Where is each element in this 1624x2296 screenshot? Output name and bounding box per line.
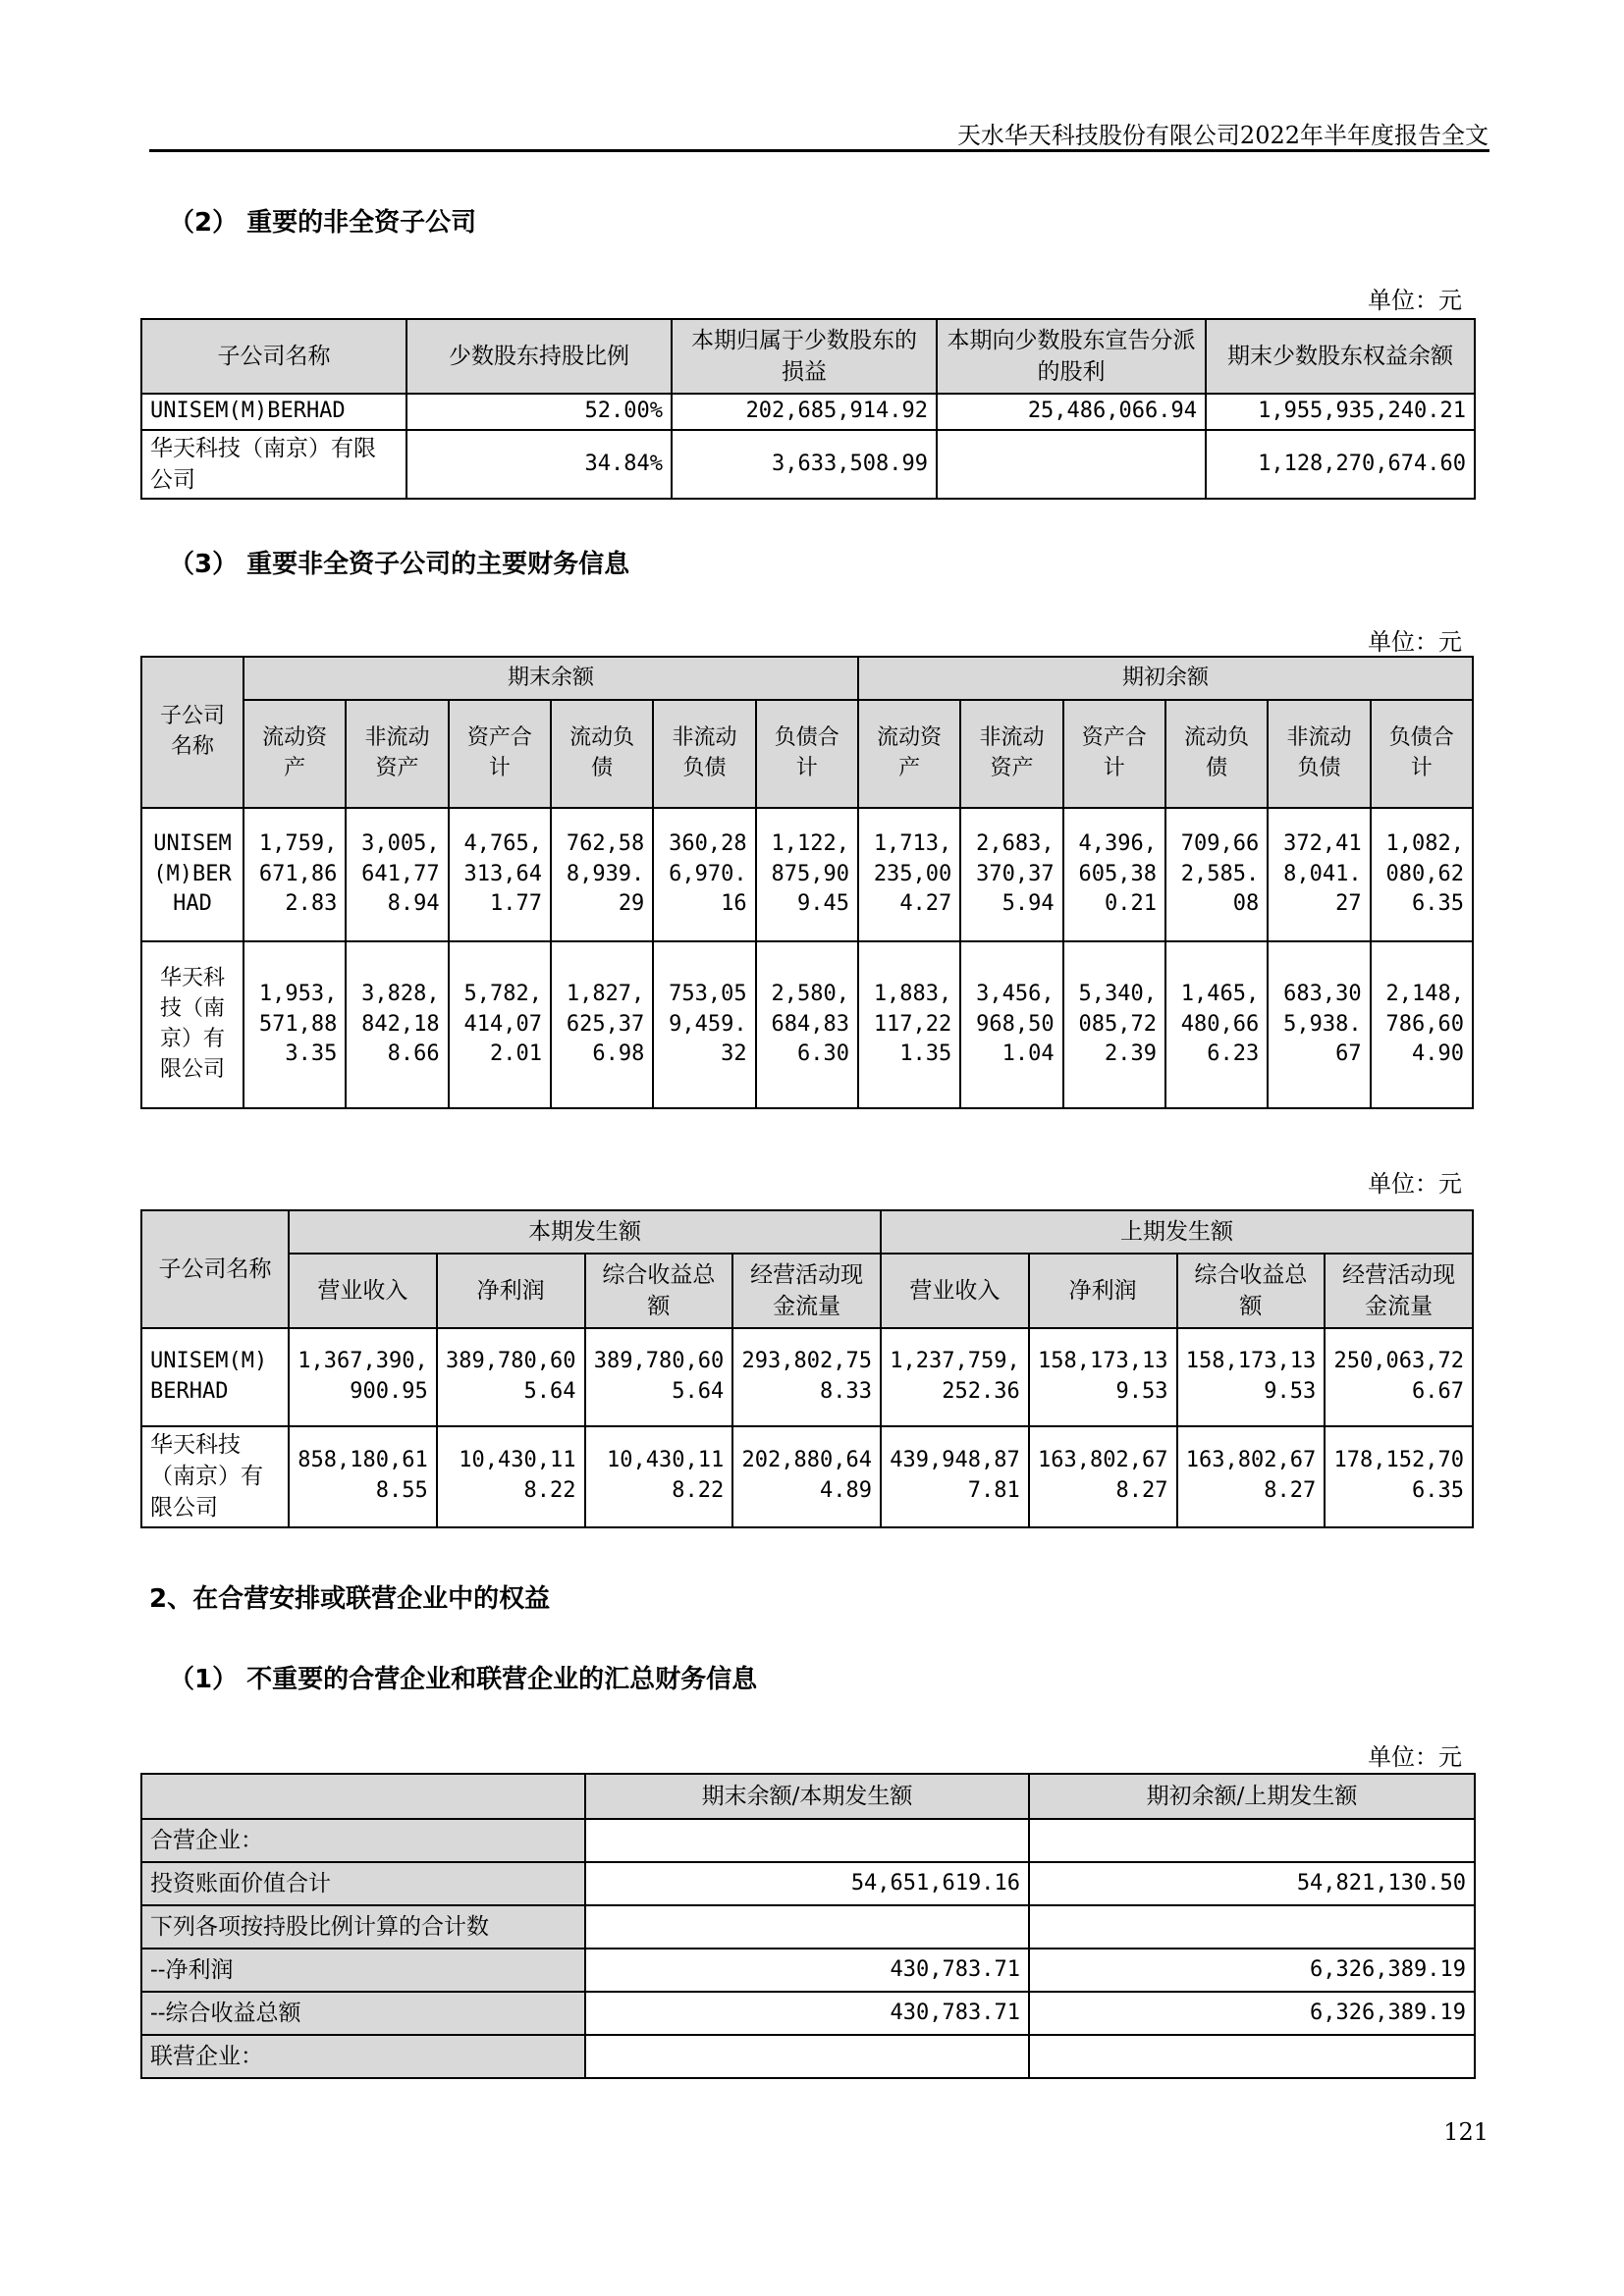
cell: 52.00%	[406, 394, 672, 430]
header-cell: 期初余额	[858, 657, 1473, 700]
header-cell: 营业收入	[881, 1254, 1029, 1328]
table-header-row	[141, 319, 1475, 394]
row-label: 投资账面价值合计	[141, 1862, 585, 1905]
cell	[585, 2035, 1029, 2078]
cell: 753,059,459.32	[653, 941, 755, 1108]
header-cell: 上期发生额	[881, 1210, 1473, 1254]
table-row	[141, 941, 1473, 1108]
cell: 430,783.71	[585, 1992, 1029, 2035]
cell: 54,821,130.50	[1029, 1862, 1475, 1905]
cell: 25,486,066.94	[937, 394, 1206, 430]
header-cell: 流动负债	[551, 700, 653, 808]
row-label: 联营企业：	[141, 2035, 585, 2078]
table-header-row	[141, 1254, 1473, 1328]
cell: 1,713,235,004.27	[858, 808, 960, 941]
cell: 10,430,118.22	[437, 1426, 585, 1527]
cell	[1029, 1819, 1475, 1862]
cell: 389,780,605.64	[585, 1328, 733, 1426]
table-row	[141, 430, 1475, 499]
subsidiary-name: 华天科技（南京）有限公司	[141, 941, 244, 1108]
cell: 1,465,480,666.23	[1165, 941, 1268, 1108]
header-cell: 子公司名称	[141, 1210, 289, 1328]
cell: 1,827,625,376.98	[551, 941, 653, 1108]
table-row	[141, 1992, 1475, 2035]
cell: 683,305,938.67	[1268, 941, 1370, 1108]
cell: 1,128,270,674.60	[1206, 430, 1475, 499]
subsidiary-name: UNISEM(M)BERHAD	[141, 808, 244, 941]
unit-label: 单位：元	[1368, 1170, 1462, 1198]
header-cell: 子公司名称	[141, 319, 406, 394]
cell: 1,883,117,221.35	[858, 941, 960, 1108]
cell: 389,780,605.64	[437, 1328, 585, 1426]
header-cell	[141, 1774, 585, 1819]
cell: 3,828,842,188.66	[346, 941, 448, 1108]
table-row	[141, 394, 1475, 430]
minority-subsidiary-table	[140, 318, 1476, 500]
row-label: 下列各项按持股比例计算的合计数	[141, 1905, 585, 1949]
table-row	[141, 1862, 1475, 1905]
header-cell: 期末余额/本期发生额	[585, 1774, 1029, 1819]
cell: 34.84%	[406, 430, 672, 499]
cell: 293,802,758.33	[732, 1328, 881, 1426]
unit-label: 单位：元	[1368, 628, 1462, 656]
cell: 2,580,684,836.30	[756, 941, 858, 1108]
cell: 3,456,968,501.04	[960, 941, 1062, 1108]
table-row	[141, 808, 1473, 941]
cell: 163,802,678.27	[1029, 1426, 1177, 1527]
cell: 2,683,370,375.94	[960, 808, 1062, 941]
cell: 1,122,875,909.45	[756, 808, 858, 941]
cell: 202,880,644.89	[732, 1426, 881, 1527]
table-header-row	[141, 657, 1473, 700]
cell: 158,173,139.53	[1029, 1328, 1177, 1426]
cell: 6,326,389.19	[1029, 1949, 1475, 1992]
subsidiary-name: UNISEM(M)BERHAD	[141, 394, 406, 430]
page-number: 121	[1443, 2118, 1489, 2146]
header-cell: 期末余额	[244, 657, 858, 700]
cell: 858,180,618.55	[289, 1426, 437, 1527]
table-row	[141, 1905, 1475, 1949]
table-header-row	[141, 1774, 1475, 1819]
header-cell: 经营活动现金流量	[1325, 1254, 1473, 1328]
row-label: --净利润	[141, 1949, 585, 1992]
cell: 372,418,041.27	[1268, 808, 1370, 941]
cell: 4,396,605,380.21	[1063, 808, 1165, 941]
cell: 1,955,935,240.21	[1206, 394, 1475, 430]
cell: 762,588,939.29	[551, 808, 653, 941]
cell	[585, 1905, 1029, 1949]
cell: 430,783.71	[585, 1949, 1029, 1992]
header-cell: 经营活动现金流量	[732, 1254, 881, 1328]
table-row	[141, 1426, 1473, 1527]
header-cell: 非流动负债	[653, 700, 755, 808]
cell: 1,237,759,252.36	[881, 1328, 1029, 1426]
header-cell: 少数股东持股比例	[406, 319, 672, 394]
subsidiary-name: 华天科技（南京）有限公司	[141, 1426, 289, 1527]
cell: 54,651,619.16	[585, 1862, 1029, 1905]
cell: 360,286,970.16	[653, 808, 755, 941]
cell: 6,326,389.19	[1029, 1992, 1475, 2035]
header-cell: 非流动资产	[346, 700, 448, 808]
financial-info-table-balance	[140, 656, 1474, 1109]
cell: 3,633,508.99	[672, 430, 937, 499]
cell	[1029, 1905, 1475, 1949]
cell: 250,063,726.67	[1325, 1328, 1473, 1426]
header-cell: 非流动资产	[960, 700, 1062, 808]
header-cell: 期末少数股东权益余额	[1206, 319, 1475, 394]
cell: 2,148,786,604.90	[1371, 941, 1473, 1108]
financial-info-table-income	[140, 1209, 1474, 1528]
header-cell: 子公司名称	[141, 657, 244, 808]
table-row	[141, 2035, 1475, 2078]
header-cell: 负债合计	[1371, 700, 1473, 808]
header-cell: 流动资产	[858, 700, 960, 808]
report-title: 天水华天科技股份有限公司2022年半年度报告全文	[956, 122, 1489, 149]
header-cell: 本期向少数股东宣告分派的股利	[937, 319, 1206, 394]
cell: 709,662,585.08	[1165, 808, 1268, 941]
unit-label: 单位：元	[1368, 287, 1462, 314]
header-divider	[149, 149, 1489, 152]
header-cell: 流动负债	[1165, 700, 1268, 808]
cell: 1,759,671,862.83	[244, 808, 346, 941]
jv-associate-summary-table	[140, 1773, 1476, 2079]
header-cell: 净利润	[437, 1254, 585, 1328]
section-title: （1） 不重要的合营企业和联营企业的汇总财务信息	[169, 1665, 758, 1694]
table-row	[141, 1949, 1475, 1992]
table-row	[141, 1819, 1475, 1862]
cell	[937, 430, 1206, 499]
row-label: --综合收益总额	[141, 1992, 585, 2035]
cell: 163,802,678.27	[1177, 1426, 1326, 1527]
table-row	[141, 1328, 1473, 1426]
subsidiary-name: 华天科技（南京）有限公司	[141, 430, 406, 499]
header-cell: 资产合计	[449, 700, 551, 808]
cell: 5,782,414,072.01	[449, 941, 551, 1108]
cell: 178,152,706.35	[1325, 1426, 1473, 1527]
section-title: （2） 重要的非全资子公司	[169, 208, 477, 238]
section-title: 2、在合营安排或联营企业中的权益	[149, 1584, 551, 1614]
cell: 1,367,390,900.95	[289, 1328, 437, 1426]
header-cell: 综合收益总额	[585, 1254, 733, 1328]
subsidiary-name: UNISEM(M)BERHAD	[141, 1328, 289, 1426]
header-cell: 综合收益总额	[1177, 1254, 1326, 1328]
cell: 158,173,139.53	[1177, 1328, 1326, 1426]
table-header-row	[141, 700, 1473, 808]
header-cell: 净利润	[1029, 1254, 1177, 1328]
cell: 439,948,877.81	[881, 1426, 1029, 1527]
cell: 5,340,085,722.39	[1063, 941, 1165, 1108]
row-label: 合营企业：	[141, 1819, 585, 1862]
header-cell: 流动资产	[244, 700, 346, 808]
header-cell: 营业收入	[289, 1254, 437, 1328]
cell: 1,082,080,626.35	[1371, 808, 1473, 941]
header-cell: 负债合计	[756, 700, 858, 808]
cell: 202,685,914.92	[672, 394, 937, 430]
header-cell: 本期发生额	[289, 1210, 881, 1254]
cell: 3,005,641,778.94	[346, 808, 448, 941]
unit-label: 单位：元	[1368, 1743, 1462, 1771]
cell: 10,430,118.22	[585, 1426, 733, 1527]
table-header-row	[141, 1210, 1473, 1254]
cell: 4,765,313,641.77	[449, 808, 551, 941]
cell	[1029, 2035, 1475, 2078]
header-cell: 期初余额/上期发生额	[1029, 1774, 1475, 1819]
cell	[585, 1819, 1029, 1862]
cell: 1,953,571,883.35	[244, 941, 346, 1108]
header-cell: 非流动负债	[1268, 700, 1370, 808]
header-cell: 资产合计	[1063, 700, 1165, 808]
header-cell: 本期归属于少数股东的损益	[672, 319, 937, 394]
section-title: （3） 重要非全资子公司的主要财务信息	[169, 550, 630, 579]
